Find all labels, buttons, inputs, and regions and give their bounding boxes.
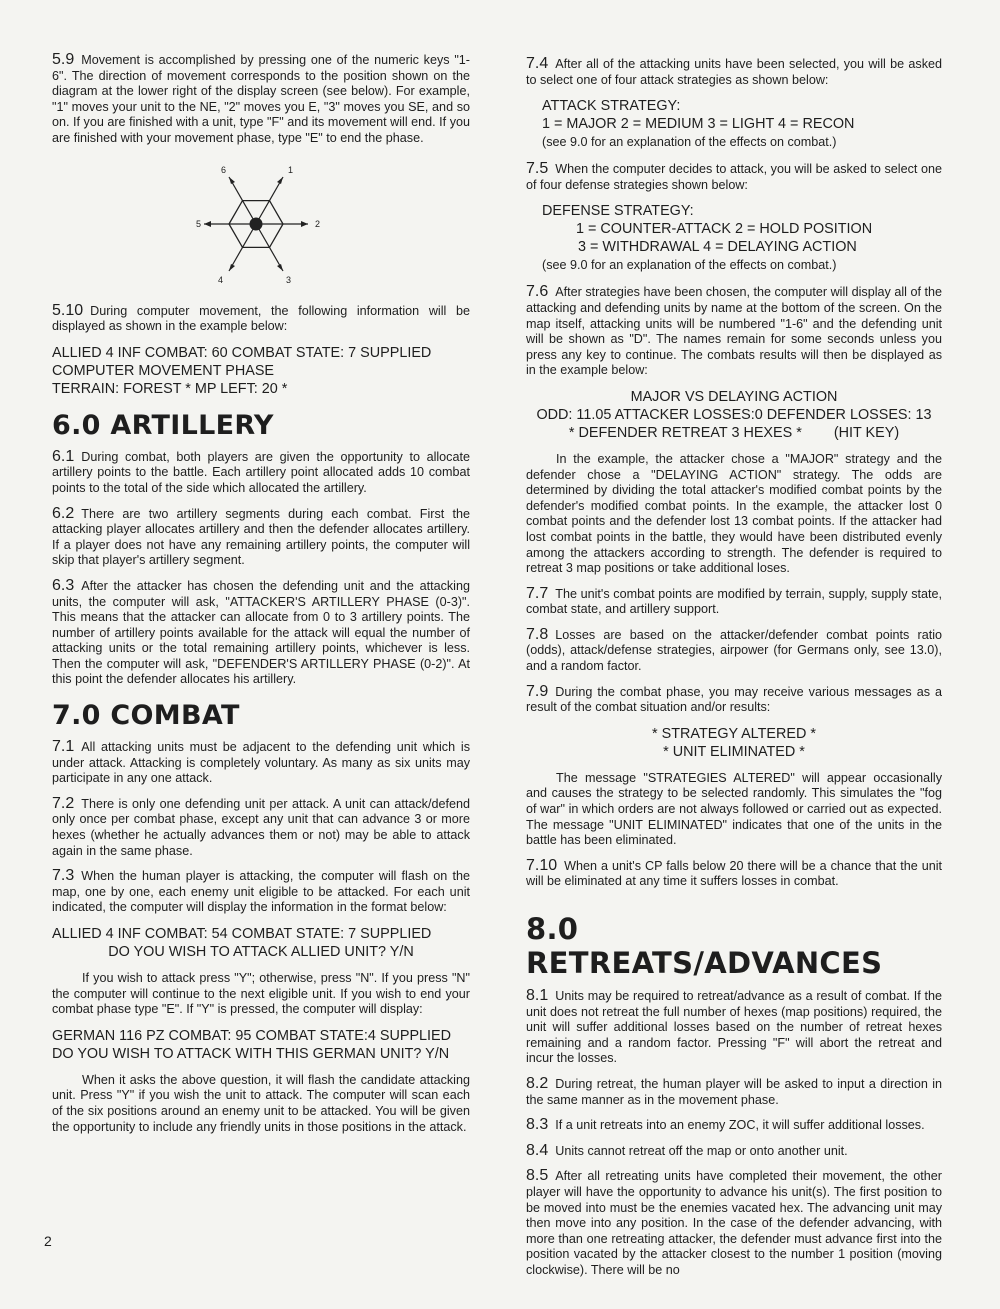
heading-artillery: 6.0 ARTILLERY [52,409,274,441]
paragraph-text: Losses are based on the attacker/defender combat points ratio (odds), attack/defense strategies, airpower (for Germans only, see 13.0), and a random factor. [526,627,942,674]
paragraph-8-1 [526,988,942,1067]
section-number: 7.2 [52,794,75,812]
paragraph-text: When the computer decides to attack, you will be asked to select one of four defense strategies shown below: [526,162,942,192]
paragraph-text: Units cannot retreat off the map or onto another unit. [555,1143,848,1158]
paragraph-text: When a unit's CP falls below 20 there will be a chance that the unit will be eliminated at any time it suffers losses in combat. [526,858,942,889]
paragraph-text: Units may be required to retreat/advance as a result of combat. If the unit does not retreat the full number of hexes (map positions) required, the unit will suffer additional losses based on the number of retreat hexes remaining and a random factor. Pressing "F" will abort the retreat and incur the losses. [526,989,942,1066]
section-number: 8.5 [526,1167,549,1185]
paragraph-text: After the attacker has chosen the defending unit and the attacking units, the computer will ask, "ATTACKER'S ARTILLERY PHASE (0-3)". This means that the attacker can allocate from 0 to 3 artillery points. The number of artillery points available for the attack will equal the number of attacking units or the total remaining artillery points, whichever is less. Then the computer will ask, "DEFENDER'S ARTILLERY PHASE (0-2)". At this point the defender allocates his artillery. [52,578,470,687]
combat-result-example [526,388,942,442]
attack-strategy-box [542,97,942,151]
hex-label-3: 3 [286,274,292,285]
paragraph-7-3 [52,868,470,916]
section-number: 7.7 [526,584,549,602]
paragraph-text: After all of the attacking units have been selected, you will be asked to select one of four attack strategies as shown below: [526,57,942,87]
screen-line: DO YOU WISH TO ATTACK ALLIED UNIT? Y/N [108,944,414,960]
paragraph-7-1 [52,739,470,787]
screen-line: COMPUTER MOVEMENT PHASE [52,362,275,379]
section-number: 8.4 [526,1141,549,1159]
paragraph-7-9 [526,684,942,716]
section-number: 8.1 [526,987,549,1004]
section-number: 7.6 [526,283,549,301]
section-number: 5.10 [52,301,84,319]
hex-label-4: 4 [218,274,224,285]
paragraph-text: During combat, both players are given the opportunity to allocate artillery points to the battle. Each artillery point allocated adds 10 combat points to the total of the side which allocated the artillery. [52,449,470,495]
hex-label-1: 1 [288,164,294,175]
defense-strategy-options-1: 1 = COUNTER-ATTACK 2 = HOLD POSITION [576,221,873,238]
heading-retreats-advances: 8.0 RETREATS/ADVANCES [526,912,883,980]
section-number: 6.1 [52,447,75,465]
section-number: 7.9 [526,682,549,700]
paragraph-text: All attacking units must be adjacent to the defending unit which is under attack. Attacking is completely voluntary. As many as six units may participate in any one attack. [52,740,470,786]
paragraph-8-4 [526,1143,942,1160]
section-number: 7.5 [526,160,549,178]
paragraph-text: When the human player is attacking, the computer will flash on the map, one by one, each enemy unit eligible to be attacked. For each unit indicated, the computer will display the information in the format below: [52,869,470,915]
paragraph-text: During the combat phase, you may receive various messages as a result of the combat situation and/or results: [526,684,942,715]
section-number: 6.3 [52,576,75,594]
paragraph-7-6 [526,284,942,379]
hex-label-5: 5 [196,218,202,229]
hexagon-compass-icon [196,163,356,285]
defense-strategy-options-2: 3 = WITHDRAWAL 4 = DELAYING ACTION [578,239,857,256]
paragraph-text: Movement is accomplished by pressing one of the numeric keys "1-6". The direction of movement corresponds to the position shown on the diagram at the lower right of the display screen (see below). For example, "1" moves your unit to the NE, "2" moves you E, "3" moves you SE, and so on. If you are finished with a unit, type "F" and its movement will end. If you are finished with your movement phase, type "E" to end the phase. [52,53,470,145]
result-line: MAJOR VS DELAYING ACTION [630,388,838,405]
paragraph-text: The unit's combat points are modified by terrain, supply, supply state, combat state, and artillery support. [526,586,942,617]
paragraph-6-2 [52,506,470,569]
page-number: 2 [44,1233,52,1249]
paragraph-7-10 [526,858,942,890]
screen-line: GERMAN 116 PZ COMBAT: 95 COMBAT STATE:4 SUPPLIED [52,1027,452,1044]
screen-example-5-10 [52,344,470,398]
section-number: 7.10 [526,856,558,874]
paragraph-5-9 [52,52,470,147]
paragraph-7-2 [52,796,470,859]
left-column [52,52,470,1144]
paragraph-text: There are two artillery segments during each combat. First the attacking player allocates artillery and then the defender allocates artillery. If a player does not have any remaining artillery points, the computer will skip that player's artillery segment. [52,506,470,568]
section-number: 6.2 [52,504,75,522]
paragraph-7-6-continued: In the example, the attacker chose a "MAJOR" strategy and the defender chose a "DELAYING ACTION" strategy. The odds are determined by dividing the total attacker's modified combat points by the defender's modified combat points. In the example, the attacker lost 0 combat points and the defender lost 13 combat points. If the attacker had lost combat points in the battle, they would have been distributed evenly among the attackers according to strength. The defender is required to retreat 3 map positions or take additional loses. [526,451,942,576]
screen-line: ALLIED 4 INF COMBAT: 54 COMBAT STATE: 7 SUPPLIED [52,926,432,942]
attack-strategy-title: ATTACK STRATEGY: [542,98,681,115]
section-number: 5.9 [52,51,75,68]
defense-strategy-box [542,202,942,274]
paragraph-7-9-continued: The message "STRATEGIES ALTERED" will appear occasionally and causes the strategy to be selected randomly. This simulates the "fog of war" in which orders are not always followed or carried out as expected. The message "UNIT ELIMINATED" indicates that one of the units in the battle has been eliminated. [526,770,942,848]
paragraph-6-3 [52,578,470,688]
paragraph-text: After strategies have been chosen, the computer will display all of the attacking and defending units by name at the bottom of the screen. On the map itself, attacking units will be numbered "1-6" and the defending unit will be shown as "D". The names remain for some seconds unless you press any key to continue. The combats results will then be displayed as in the example below: [526,285,942,378]
movement-direction-diagram [196,163,356,285]
attack-strategy-note: (see 9.0 for an explanation of the effects on combat.) [542,135,837,150]
combat-messages [526,725,942,761]
paragraph-7-8 [526,627,942,675]
screen-example-7-3b [52,1027,470,1063]
section-number: 7.4 [526,55,549,72]
result-line: * DEFENDER RETREAT 3 HEXES * (HIT KEY) [568,424,900,441]
paragraph-7-7 [526,586,942,618]
message-line: * UNIT ELIMINATED * [663,743,805,760]
attack-strategy-options: 1 = MAJOR 2 = MEDIUM 3 = LIGHT 4 = RECON [542,116,855,133]
defense-strategy-title: DEFENSE STRATEGY: [542,203,694,220]
paragraph-7-3-final: When it asks the above question, it will flash the candidate attacking unit. Press "Y" if you wish the unit to attack. The computer will scan each of the six positions around an enemy unit to be attacked. You will be given the opportunity to include any friendly units in those positions in the attack. [52,1072,470,1134]
paragraph-7-3-continued: If you wish to attack press "Y"; otherwise, press "N". If you press "N" the computer will continue to the next eligible unit. If you wish to end your combat phase type "E". If "Y" is pressed, the computer will display: [52,971,470,1017]
screen-example-7-3a [52,925,470,961]
section-number: 7.1 [52,738,75,756]
paragraph-6-1 [52,449,470,497]
paragraph-text: During retreat, the human player will be asked to input a direction in the same manner as in the movement phase. [526,1076,942,1107]
screen-line: DO YOU WISH TO ATTACK WITH THIS GERMAN UNIT? Y/N [52,1045,450,1062]
hex-label-6: 6 [221,164,227,175]
screen-line: ALLIED 4 INF COMBAT: 60 COMBAT STATE: 7 SUPPLIED [52,344,432,361]
heading-combat: 7.0 COMBAT [52,700,240,732]
paragraph-text: During computer movement, the following information will be displayed as shown in the example below: [52,303,470,334]
paragraph-7-5 [526,161,942,193]
paragraph-text: After all retreating units have completed their movement, the other player will have the opportunity to advance his unit(s). The first position to be moved into must be the enemies vacated hex. The advancing unit may then move into any position. In the case of the defender advancing, with more than one retreating attacker, the defender must advance first into the position vacated by the attacker closest to the number 1 position (moving clockwise). There will be no [526,1169,942,1277]
paragraph-8-5 [526,1168,942,1278]
message-line: * STRATEGY ALTERED * [652,725,816,742]
section-number: 7.8 [526,625,549,643]
paragraph-text: There is only one defending unit per attack. A unit can attack/defend only once per combat phase, except any unit that can advance 3 or more hexes (whether he actually advances them or not) may be able to attack again in the same phase. [52,796,470,858]
section-number: 7.3 [52,867,75,885]
screen-line: TERRAIN: FOREST * MP LEFT: 20 * [52,380,288,397]
paragraph-7-4 [526,56,942,88]
section-number: 8.2 [526,1074,549,1092]
section-number: 8.3 [526,1116,549,1134]
paragraph-text: If a unit retreats into an enemy ZOC, it will suffer additional losses. [555,1118,925,1133]
paragraph-5-10 [52,303,470,335]
defense-strategy-note: (see 9.0 for an explanation of the effects on combat.) [542,258,837,273]
paragraph-8-2 [526,1076,942,1108]
result-line: ODD: 11.05 ATTACKER LOSSES:0 DEFENDER LOSSES: 13 [536,406,932,423]
paragraph-8-3 [526,1117,942,1134]
hex-label-2: 2 [315,218,321,229]
right-column [526,56,942,1288]
